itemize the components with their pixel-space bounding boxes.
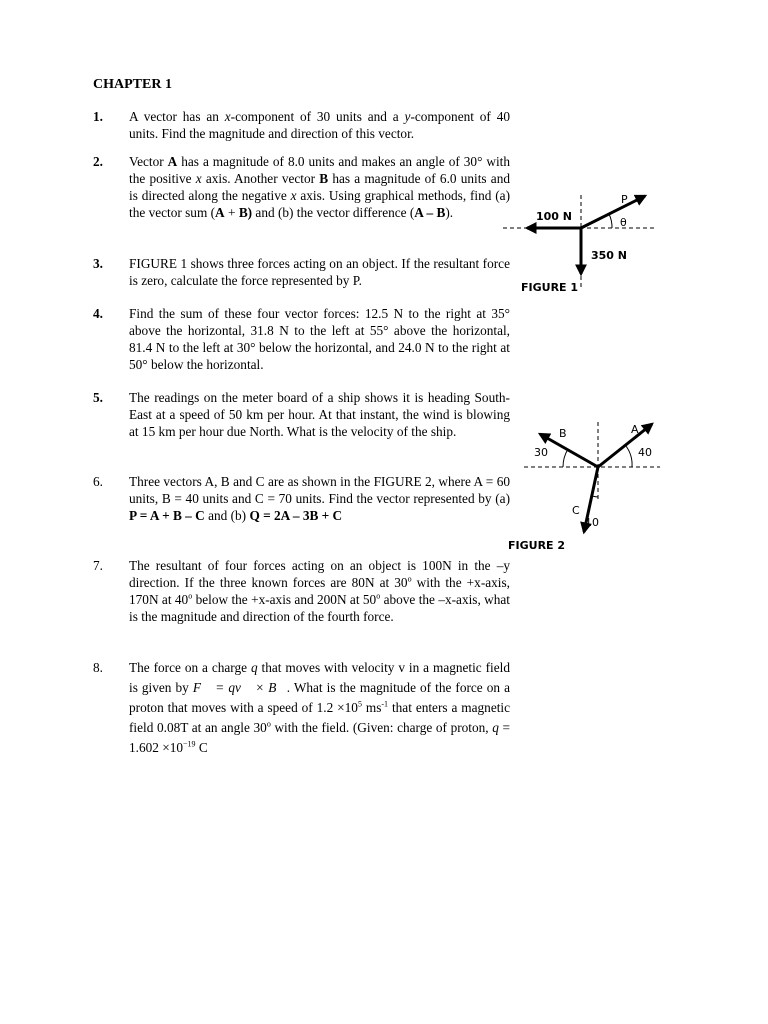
question-text-run: Find the sum of these four vector forces: 12.5 N to the right at 35° above the horizontal, 31.8 N to the left at 55° above the horizontal, 81.4 N to the left at 30° below the horizontal, and 24.0 N to the right at 50° below the horizontal.: [129, 306, 510, 372]
question-text-run: axis. Another vector: [201, 171, 320, 186]
question-text-run: -component of 40 units. Find the magnitude and direction of this vector.: [129, 109, 510, 141]
question-text-run: and (b): [204, 508, 250, 523]
theta-label: θ: [620, 216, 627, 229]
question-text-run: and (b) the vector difference (: [252, 205, 415, 220]
vector-b-arrow: [540, 434, 598, 467]
question-number: 7.: [93, 558, 103, 573]
question-text-run: -1: [381, 699, 389, 709]
angle-b-arc: [563, 449, 568, 467]
question-text-run: has a magnitude of 6.0 units and is directed along the negative: [129, 171, 511, 203]
question-text-run: o: [376, 591, 381, 601]
question-text-run: -component of 30 units and a: [230, 109, 405, 124]
force-100n-label: 100 N: [536, 210, 572, 223]
question-text-run: o: [407, 574, 412, 584]
question-number: 8.: [93, 660, 103, 675]
vector-b-label: B: [559, 427, 567, 440]
question-text-run: −19: [183, 739, 196, 749]
figure-2-caption: FIGURE 2: [508, 539, 566, 552]
question-text-run: that moves with velocity v in a magnetic field is given by: [129, 660, 510, 695]
figure-1-caption: FIGURE 1: [521, 281, 579, 294]
question-number: 5.: [93, 390, 103, 405]
question-text-run: = 1.602 ×10: [129, 720, 511, 755]
question-text-run: The readings on the meter board of a ship shows it is heading South-East at a speed of 50 km per hour. At that instant, the wind is blowing at 15 km per hour due North. What is the velocity of the ship.: [129, 390, 510, 439]
question-text-run: above the –x-axis, what is the magnitude and direction of the fourth force.: [129, 592, 511, 624]
question-text-run: has a magnitude of 8.0 units and makes an angle of 30° with the positive: [129, 154, 510, 186]
question-text-run: 5: [357, 699, 362, 709]
question-text-run: F⃗ = qv⃗ × B⃗: [192, 680, 287, 695]
vector-a-label: A: [631, 423, 639, 436]
force-p-arrow: [581, 196, 645, 228]
figure-2: [524, 422, 660, 532]
question-text-run: . What is the magnitude of the force on a proton that moves with a speed of 1.2 ×10: [129, 680, 510, 715]
question-text-run: ms: [361, 700, 382, 715]
figure-1: [503, 193, 656, 290]
question-text-run: ).: [445, 205, 454, 220]
angle-b-label: 30: [534, 446, 548, 459]
question-number: 3.: [93, 256, 103, 271]
question-number: 4.: [93, 306, 103, 321]
question-text-run: that enters a magnetic field 0.08T at an angle 30: [129, 700, 511, 735]
question-text-run: FIGURE 1 shows three forces acting on an object. If the resultant force is zero, calculate the force represented by P.: [129, 256, 510, 288]
question-text-run: Vector: [129, 154, 168, 169]
question-text-run: o: [188, 591, 193, 601]
question-text-run: o: [266, 719, 271, 729]
question-text-run: C: [195, 740, 208, 755]
question-text-run: x: [290, 188, 297, 203]
question-text-run: B: [319, 171, 329, 186]
question-text-run: B): [238, 205, 253, 220]
question-text-run: below the +x-axis and 200N at 50: [192, 592, 377, 607]
question-text-run: Q = 2A – 3B + C: [249, 508, 343, 523]
question-text-run: y: [404, 109, 411, 124]
question-text-run: with the +x-axis, 170N at 40: [129, 575, 510, 607]
question-number: 2.: [93, 154, 103, 169]
force-p-label: P: [621, 193, 628, 206]
angle-a-arc: [626, 446, 632, 467]
question-text-run: A – B: [414, 205, 446, 220]
force-350n-label: 350 N: [591, 249, 627, 262]
question-text-run: with the field. (Given: charge of proton,: [270, 720, 493, 735]
question-text-run: x: [195, 171, 202, 186]
question-number: 1.: [93, 109, 103, 124]
angle-c-label: 10: [585, 516, 599, 529]
question-text-run: A: [167, 154, 178, 169]
theta-angle-arc: [609, 214, 612, 228]
question-text-run: P = A + B – C: [129, 508, 205, 523]
question-text-run: +: [224, 205, 239, 220]
vector-c-label: C: [572, 504, 580, 517]
chapter-heading: CHAPTER 1: [93, 77, 172, 92]
question-number: 6.: [93, 474, 103, 489]
question-text-run: x: [224, 109, 231, 124]
question-text-run: A: [215, 205, 225, 220]
question-text-run: A vector has an: [129, 109, 225, 124]
question-text-run: The force on a charge: [129, 660, 251, 675]
question-text-run: q: [250, 660, 258, 675]
question-text-run: axis. Using graphical methods, find (a) the vector sum (: [129, 188, 510, 220]
question-text-run: Three vectors A, B and C are as shown in the FIGURE 2, where A = 60 units, B = 40 units and C = 70 units. Find the vector represented by (a): [129, 474, 510, 506]
angle-a-label: 40: [638, 446, 652, 459]
question-text-run: q: [492, 720, 499, 735]
question-text-run: The resultant of four forces acting on an object is 100N in the –y direction. If the three known forces are 80N at 30: [129, 558, 510, 590]
